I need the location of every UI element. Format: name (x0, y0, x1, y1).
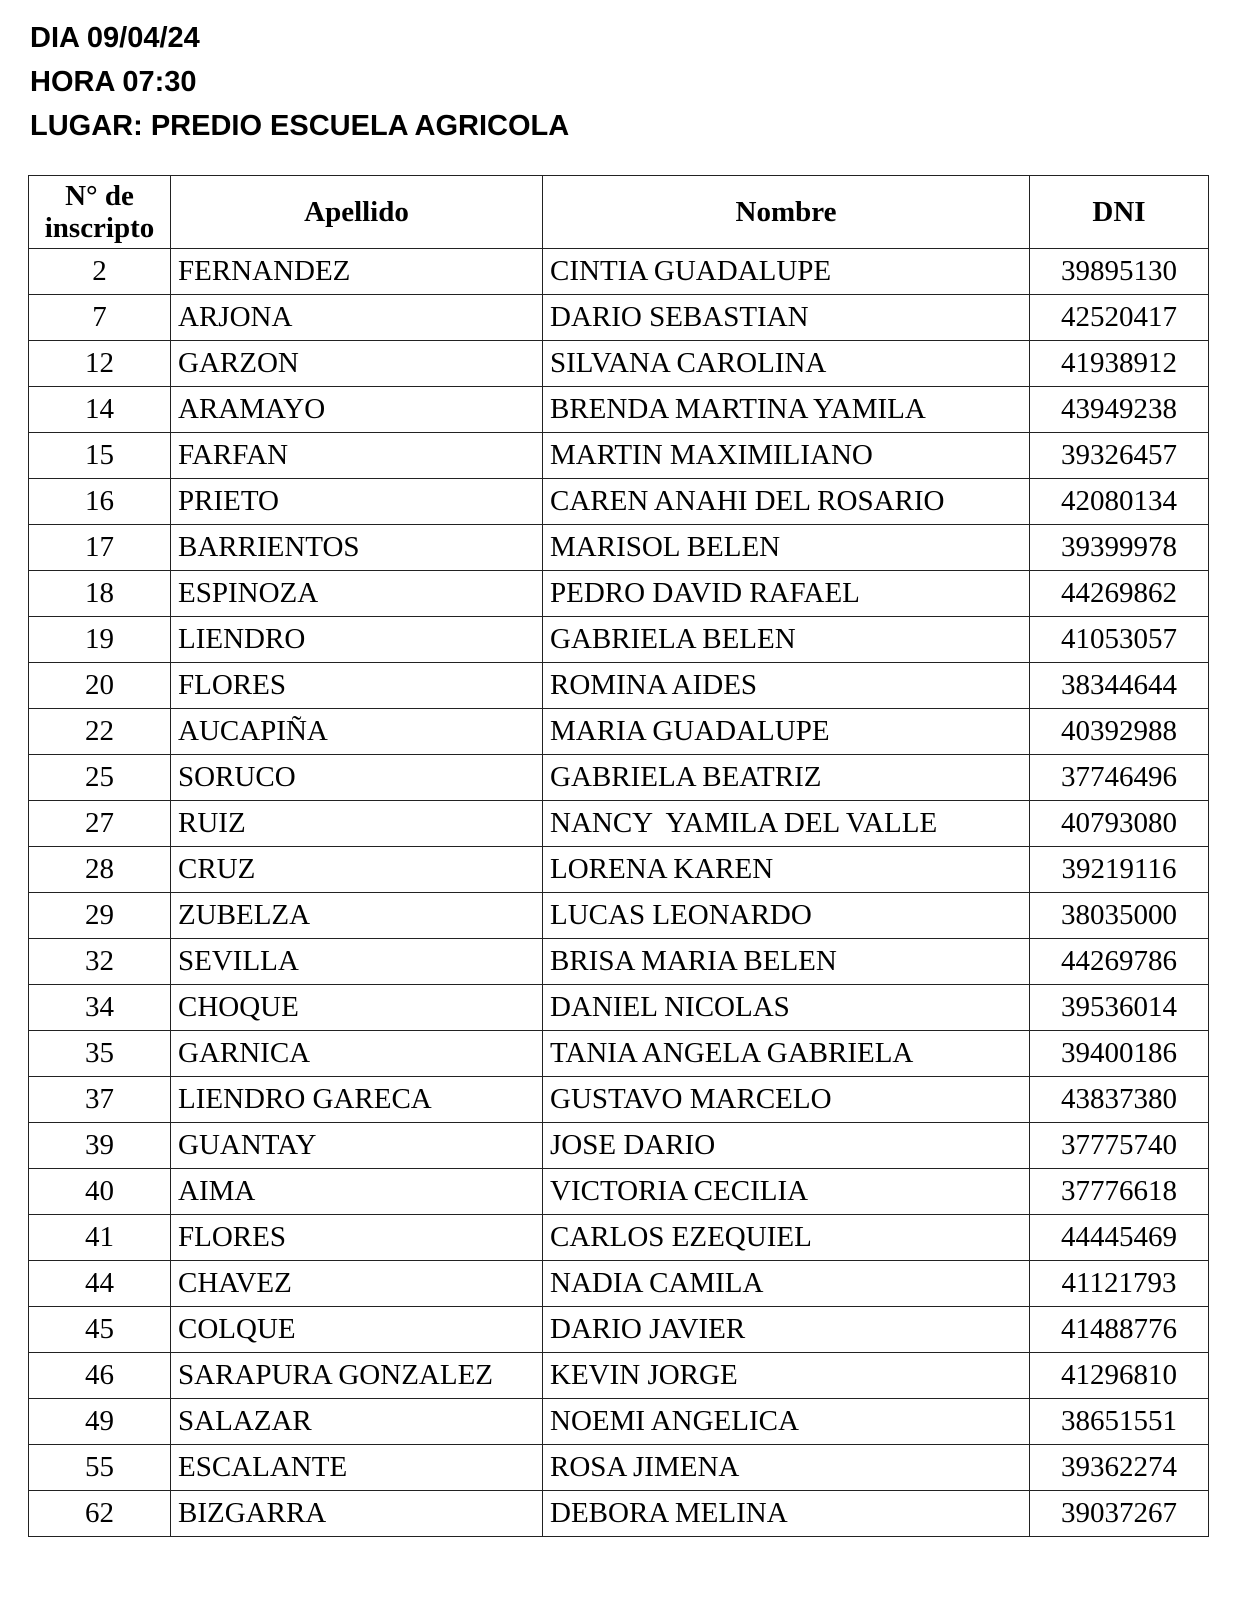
registration-number-cell: 41 (29, 1215, 171, 1261)
dni-cell: 44269786 (1030, 939, 1209, 985)
dni-cell: 41488776 (1030, 1307, 1209, 1353)
dni-cell: 44445469 (1030, 1215, 1209, 1261)
surname-cell: ESCALANTE (171, 1445, 543, 1491)
table-row (29, 1491, 1209, 1537)
registration-number-cell: 15 (29, 433, 171, 479)
surname-cell: SORUCO (171, 755, 543, 801)
registration-number-cell: 55 (29, 1445, 171, 1491)
registration-number-cell: 40 (29, 1169, 171, 1215)
table-row (29, 249, 1209, 295)
surname-cell: ZUBELZA (171, 893, 543, 939)
registration-number-cell: 16 (29, 479, 171, 525)
surname-cell: FERNANDEZ (171, 249, 543, 295)
surname-cell: ESPINOZA (171, 571, 543, 617)
registration-number-cell: 44 (29, 1261, 171, 1307)
table-row (29, 1445, 1209, 1491)
dni-cell: 37746496 (1030, 755, 1209, 801)
surname-cell: COLQUE (171, 1307, 543, 1353)
dni-cell: 38344644 (1030, 663, 1209, 709)
dni-cell: 37775740 (1030, 1123, 1209, 1169)
name-cell: NOEMI ANGELICA (543, 1399, 1030, 1445)
dni-cell: 41938912 (1030, 341, 1209, 387)
name-cell: GABRIELA BEATRIZ (543, 755, 1030, 801)
surname-cell: ARAMAYO (171, 387, 543, 433)
name-cell: LORENA KAREN (543, 847, 1030, 893)
registration-number-cell: 29 (29, 893, 171, 939)
surname-cell: LIENDRO GARECA (171, 1077, 543, 1123)
registration-number-cell: 46 (29, 1353, 171, 1399)
name-cell: CARLOS EZEQUIEL (543, 1215, 1030, 1261)
table-row (29, 433, 1209, 479)
column-header-dni: DNI (1030, 176, 1209, 249)
table-row (29, 1077, 1209, 1123)
registration-number-cell: 62 (29, 1491, 171, 1537)
dni-cell: 41053057 (1030, 617, 1209, 663)
registration-number-cell: 37 (29, 1077, 171, 1123)
surname-cell: LIENDRO (171, 617, 543, 663)
table-row (29, 1031, 1209, 1077)
name-cell: NADIA CAMILA (543, 1261, 1030, 1307)
dni-cell: 38651551 (1030, 1399, 1209, 1445)
dni-cell: 40392988 (1030, 709, 1209, 755)
table-row (29, 387, 1209, 433)
table-row (29, 1399, 1209, 1445)
name-cell: ROSA JIMENA (543, 1445, 1030, 1491)
registration-number-cell: 34 (29, 985, 171, 1031)
dni-cell: 42080134 (1030, 479, 1209, 525)
table-row (29, 617, 1209, 663)
table-row (29, 847, 1209, 893)
name-cell: TANIA ANGELA GABRIELA (543, 1031, 1030, 1077)
table-header-row (29, 176, 1209, 249)
surname-cell: ARJONA (171, 295, 543, 341)
registration-number-cell: 22 (29, 709, 171, 755)
table-row (29, 479, 1209, 525)
dni-cell: 41121793 (1030, 1261, 1209, 1307)
name-cell: KEVIN JORGE (543, 1353, 1030, 1399)
name-cell: DEBORA MELINA (543, 1491, 1030, 1537)
name-cell: MARTIN MAXIMILIANO (543, 433, 1030, 479)
table-row (29, 1215, 1209, 1261)
surname-cell: CHAVEZ (171, 1261, 543, 1307)
name-cell: BRISA MARIA BELEN (543, 939, 1030, 985)
dni-cell: 39362274 (1030, 1445, 1209, 1491)
dni-cell: 39536014 (1030, 985, 1209, 1031)
registration-number-cell: 39 (29, 1123, 171, 1169)
dni-cell: 43837380 (1030, 1077, 1209, 1123)
surname-cell: SARAPURA GONZALEZ (171, 1353, 543, 1399)
registration-number-cell: 18 (29, 571, 171, 617)
registration-number-cell: 49 (29, 1399, 171, 1445)
dni-cell: 44269862 (1030, 571, 1209, 617)
dni-cell: 40793080 (1030, 801, 1209, 847)
registration-number-cell: 20 (29, 663, 171, 709)
registration-number-cell: 45 (29, 1307, 171, 1353)
table-row (29, 755, 1209, 801)
surname-cell: PRIETO (171, 479, 543, 525)
registration-number-cell: 17 (29, 525, 171, 571)
surname-cell: FLORES (171, 1215, 543, 1261)
surname-cell: RUIZ (171, 801, 543, 847)
table-row (29, 1123, 1209, 1169)
name-cell: JOSE DARIO (543, 1123, 1030, 1169)
registration-number-cell: 19 (29, 617, 171, 663)
name-cell: BRENDA MARTINA YAMILA (543, 387, 1030, 433)
surname-cell: AUCAPIÑA (171, 709, 543, 755)
table-row (29, 1307, 1209, 1353)
name-cell: DARIO SEBASTIAN (543, 295, 1030, 341)
name-cell: GABRIELA BELEN (543, 617, 1030, 663)
place-line: LUGAR: PREDIO ESCUELA AGRICOLA (30, 110, 570, 142)
dni-cell: 38035000 (1030, 893, 1209, 939)
table-row (29, 985, 1209, 1031)
dni-cell: 39895130 (1030, 249, 1209, 295)
column-header-surname: Apellido (171, 176, 543, 249)
dni-cell: 41296810 (1030, 1353, 1209, 1399)
dni-cell: 39219116 (1030, 847, 1209, 893)
table-row (29, 939, 1209, 985)
surname-cell: GARNICA (171, 1031, 543, 1077)
column-header-name: Nombre (543, 176, 1030, 249)
name-cell: PEDRO DAVID RAFAEL (543, 571, 1030, 617)
table-row (29, 525, 1209, 571)
column-header-registration-number: N° de inscripto (29, 176, 171, 249)
time-line: HORA 07:30 (30, 66, 197, 98)
name-cell: DARIO JAVIER (543, 1307, 1030, 1353)
registration-number-cell: 12 (29, 341, 171, 387)
name-cell: NANCY YAMILA DEL VALLE (543, 801, 1030, 847)
table-body (29, 249, 1209, 1537)
name-cell: VICTORIA CECILIA (543, 1169, 1030, 1215)
registration-number-cell: 28 (29, 847, 171, 893)
table-row (29, 1353, 1209, 1399)
dni-cell: 42520417 (1030, 295, 1209, 341)
table-row (29, 801, 1209, 847)
dni-cell: 39400186 (1030, 1031, 1209, 1077)
dni-cell: 39037267 (1030, 1491, 1209, 1537)
registration-number-cell: 35 (29, 1031, 171, 1077)
name-cell: ROMINA AIDES (543, 663, 1030, 709)
table-row (29, 571, 1209, 617)
dni-cell: 39326457 (1030, 433, 1209, 479)
surname-cell: GARZON (171, 341, 543, 387)
name-cell: SILVANA CAROLINA (543, 341, 1030, 387)
surname-cell: CRUZ (171, 847, 543, 893)
surname-cell: SALAZAR (171, 1399, 543, 1445)
registration-number-cell: 27 (29, 801, 171, 847)
table-row (29, 1169, 1209, 1215)
name-cell: CINTIA GUADALUPE (543, 249, 1030, 295)
date-line: DIA 09/04/24 (30, 22, 200, 54)
name-cell: MARIA GUADALUPE (543, 709, 1030, 755)
surname-cell: BARRIENTOS (171, 525, 543, 571)
registrants-table (28, 175, 1209, 1537)
dni-cell: 39399978 (1030, 525, 1209, 571)
surname-cell: SEVILLA (171, 939, 543, 985)
dni-cell: 43949238 (1030, 387, 1209, 433)
surname-cell: BIZGARRA (171, 1491, 543, 1537)
name-cell: DANIEL NICOLAS (543, 985, 1030, 1031)
registration-number-cell: 7 (29, 295, 171, 341)
table-row (29, 663, 1209, 709)
surname-cell: CHOQUE (171, 985, 543, 1031)
name-cell: CAREN ANAHI DEL ROSARIO (543, 479, 1030, 525)
registration-number-cell: 25 (29, 755, 171, 801)
name-cell: GUSTAVO MARCELO (543, 1077, 1030, 1123)
table-row (29, 893, 1209, 939)
table-row (29, 341, 1209, 387)
table-row (29, 295, 1209, 341)
surname-cell: AIMA (171, 1169, 543, 1215)
surname-cell: GUANTAY (171, 1123, 543, 1169)
document-header (30, 16, 569, 148)
registration-number-cell: 14 (29, 387, 171, 433)
dni-cell: 37776618 (1030, 1169, 1209, 1215)
registration-number-cell: 2 (29, 249, 171, 295)
table-row (29, 1261, 1209, 1307)
surname-cell: FARFAN (171, 433, 543, 479)
table-row (29, 709, 1209, 755)
surname-cell: FLORES (171, 663, 543, 709)
name-cell: MARISOL BELEN (543, 525, 1030, 571)
name-cell: LUCAS LEONARDO (543, 893, 1030, 939)
registration-number-cell: 32 (29, 939, 171, 985)
